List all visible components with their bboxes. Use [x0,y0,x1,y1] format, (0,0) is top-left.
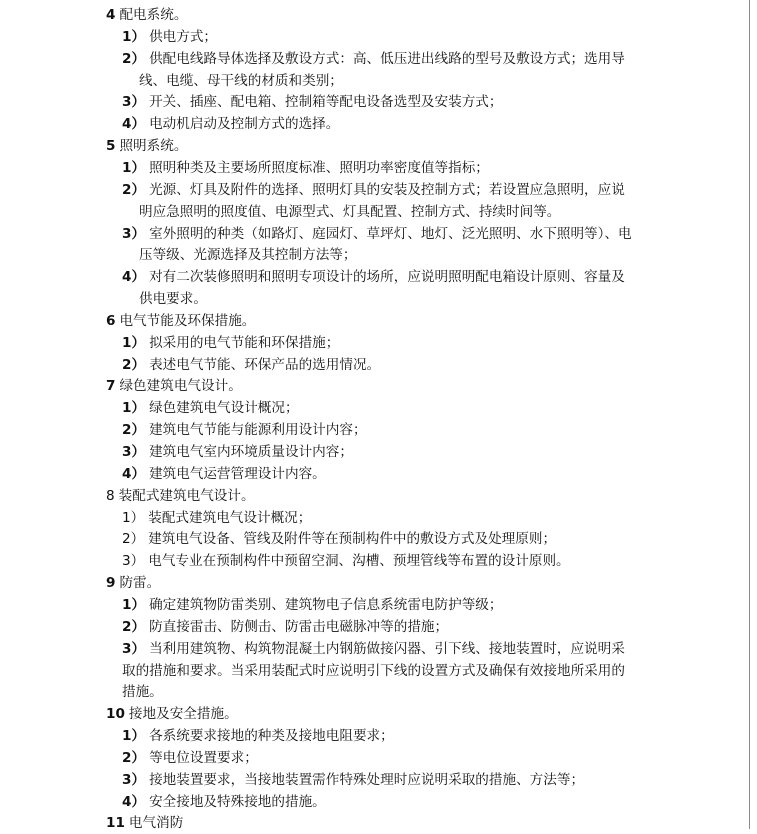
list-item [122,616,448,638]
section-number: 10 [106,706,125,723]
list-item [122,26,217,48]
item-text: 电气专业在预制构件中预留空洞、沟槽、预埋管线等布置的设计原则。 [148,553,570,570]
item-text: 供电方式； [149,28,218,45]
section-heading [106,4,187,26]
item-number: 3） [122,640,146,657]
list-item [122,223,632,245]
item-text: 接地装置要求，当接地装置需作特殊处理时应说明采取的措施、方法等； [149,771,585,788]
list-item [122,791,326,813]
item-text: 供电要求。 [139,291,207,308]
list-item-continuation [139,201,560,223]
section-title: 防雷。 [119,575,161,592]
item-text: 等电位设置要求； [149,749,258,766]
item-number: 2） [122,181,146,198]
list-item [122,354,380,376]
list-item-continuation [139,70,343,92]
item-text: 建筑电气节能与能源利用设计内容； [149,422,367,439]
item-text: 对有二次装修照明和照明专项设计的场所，应说明照明配电箱设计原则、容量及 [149,269,625,286]
item-text: 表述电气节能、环保产品的选用情况。 [149,356,381,373]
list-item [122,332,339,354]
item-number: 4） [122,269,146,286]
item-number: 3） [122,771,146,788]
list-item [122,725,394,747]
item-number: 1） [122,596,146,613]
item-number: 2） [122,50,146,67]
section-heading [106,135,187,157]
list-item [122,507,311,529]
list-item [122,769,584,791]
item-text: 防直接雷击、防侧击、防雷击电磁脉冲等的措施； [149,618,449,635]
item-text: 照明种类及主要场所照度标准、照明功率密度值等指标； [149,159,489,176]
item-text: 供配电线路导体选择及敷设方式：高、低压进出线路的型号及敷设方式；选用导 [149,50,625,67]
list-item [122,48,625,70]
item-number: 1） [122,728,146,745]
section-heading [106,703,238,725]
list-item-continuation [122,660,625,682]
item-number: 2） [122,749,146,766]
item-text: 取的措施和要求。当采用装配式时应说明引下线的设置方式及确保有效接地所采用的 [122,662,625,679]
list-item [122,419,367,441]
section-title: 照明系统。 [119,138,188,155]
section-title: 电气消防 [128,815,184,832]
list-item [122,266,625,288]
section-heading [106,572,160,594]
item-text: 拟采用的电气节能和环保措施； [149,334,340,351]
item-text: 光源、灯具及附件的选择、照明灯具的安装及控制方式；若设置应急照明，应说 [149,181,625,198]
item-text: 装配式建筑电气设计概况； [148,509,312,526]
list-item-continuation [122,681,163,703]
list-item [122,747,258,769]
item-text: 压等级、光源选择及其控制方法等； [139,247,357,264]
list-item [122,113,339,135]
item-number: 3） [122,94,146,111]
item-text: 明应急照明的照度值、电源型式、灯具配置、控制方式、持续时间等。 [139,203,561,220]
section-title: 装配式建筑电气设计。 [118,487,255,504]
list-item [122,157,489,179]
item-number: 1） [122,509,145,526]
section-title: 接地及安全措施。 [128,706,238,723]
item-text: 电动机启动及控制方式的选择。 [149,116,340,133]
item-text: 绿色建筑电气设计概况； [149,400,299,417]
item-number: 2） [122,422,146,439]
item-number: 2） [122,531,145,548]
list-item [122,463,326,485]
list-item-continuation [139,288,207,310]
page-right-border [749,0,750,829]
list-item [122,550,570,572]
item-number: 4） [122,793,146,810]
section-heading [106,812,183,834]
item-number: 1） [122,400,146,417]
list-item-continuation [139,244,357,266]
section-title: 配电系统。 [119,7,188,23]
item-text: 建筑电气运营管理设计内容。 [149,465,326,482]
section-heading [106,310,255,332]
section-title: 绿色建筑电气设计。 [119,378,242,395]
list-item [122,91,503,113]
list-item [122,397,299,419]
item-text: 当利用建筑物、构筑物混凝土内钢筋做接闪器、引下线、接地装置时，应说明采 [149,640,625,657]
item-text: 室外照明的种类（如路灯、庭园灯、草坪灯、地灯、泛光照明、水下照明等）、电 [149,225,632,242]
item-text: 措施。 [122,684,163,701]
item-number: 2） [122,356,146,373]
list-item [122,594,503,616]
item-number: 3） [122,444,146,460]
section-number: 11 [106,815,125,832]
item-text: 线、电缆、母干线的材质和类别； [139,72,343,89]
section-number: 9 [106,575,116,592]
item-text: 各系统要求接地的种类及接地电阻要求； [149,728,394,745]
list-item [122,638,625,660]
item-number: 3） [122,553,145,570]
item-number: 1） [122,334,146,351]
section-title: 电气节能及环保措施。 [119,312,256,329]
item-number: 4） [122,116,146,133]
section-heading [106,375,242,397]
item-number: 2） [122,618,146,635]
list-item [122,179,625,201]
section-number: 6 [106,312,116,329]
item-number: 3） [122,225,146,242]
section-number: 4 [106,7,116,23]
item-number: 1） [122,159,146,176]
section-heading [106,485,255,507]
item-text: 建筑电气设备、管线及附件等在预制构件中的敷设方式及处理原则； [148,531,557,548]
section-number: 7 [106,378,116,395]
item-text: 确定建筑物防雷类别、建筑物电子信息系统雷电防护等级； [149,596,503,613]
item-text: 建筑电气室内环境质量设计内容； [149,444,353,460]
list-item [122,528,556,550]
section-number: 5 [106,138,116,155]
item-text: 开关、插座、配电箱、控制箱等配电设备选型及安装方式； [149,94,503,111]
list-item [122,441,353,463]
section-number: 8 [106,487,115,504]
item-text: 安全接地及特殊接地的措施。 [149,793,326,810]
item-number: 4） [122,465,146,482]
item-number: 1） [122,28,146,45]
